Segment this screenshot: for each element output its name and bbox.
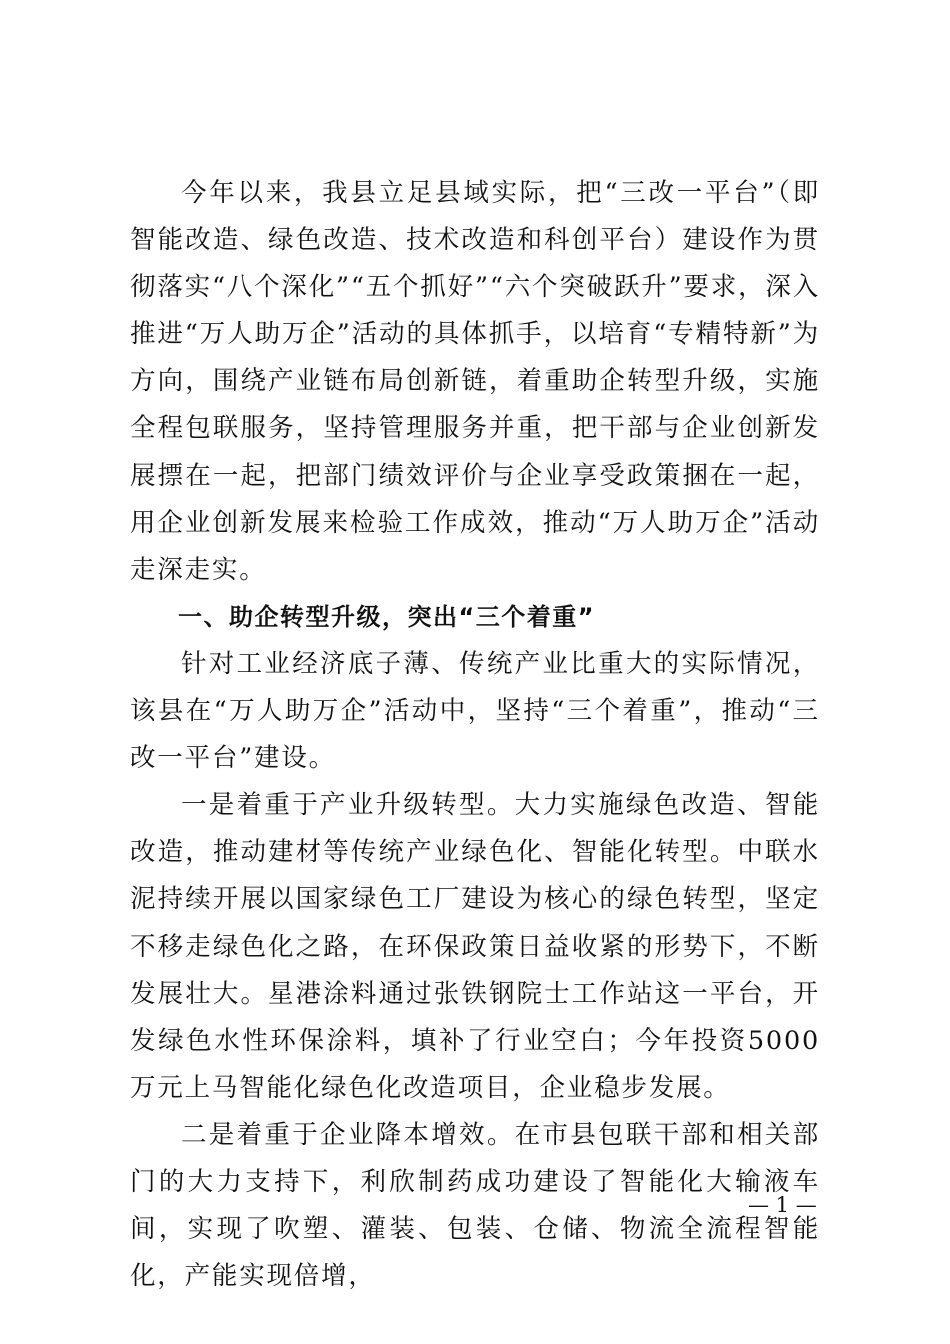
point-one-paragraph: 一是着重于产业升级转型。大力实施绿色改造、智能改造，推动建材等传统产业绿色化、智能化转型。中联水泥持续开展以国家绿色工厂建设为核心的绿色转型，坚定不移走绿色化之路，在环保政策日益收紧的形势下，不断发展壮大。星港涂料通过张铁钢院士工作站这一平台，开发绿色水性环保涂料，填补了行业空白；今年投资5000万元上马智能化绿色化改造项目，企业稳步发展。 [130, 790, 820, 1103]
document-body [130, 170, 820, 1300]
page-number: — 1 — [748, 1193, 817, 1217]
point-two-paragraph: 二是着重于企业降本增效。在市县包联干部和相关部门的大力支持下，利欣制药成功建设了智能化大输液车间，实现了吹塑、灌装、包装、仓储、物流全流程智能化，产能实现倍增， [130, 1119, 820, 1292]
section-heading: 一、助企转型升级，突出“三个着重” [178, 602, 596, 631]
intro-paragraph: 今年以来，我县立足县域实际，把“三改一平台”（即智能改造、绿色改造、技术改造和科创平台）建设作为贯彻落实“八个深化”“五个抓好”“六个突破跃升”要求，深入推进“万人助万企”活动的具体抓手，以培育“专精特新”为方向，围绕产业链布局创新链，着重助企转型升级，实施全程包联服务，坚持管理服务并重，把干部与企业创新发展摽在一起，把部门绩效评价与企业享受政策捆在一起，用企业创新发展来检验工作成效，推动“万人助万企”活动走深走实。 [130, 178, 820, 585]
section-intro-paragraph: 针对工业经济底子薄、传统产业比重大的实际情况，该县在“万人助万企”活动中，坚持“三个着重”，推动“三改一平台”建设。 [130, 648, 820, 774]
